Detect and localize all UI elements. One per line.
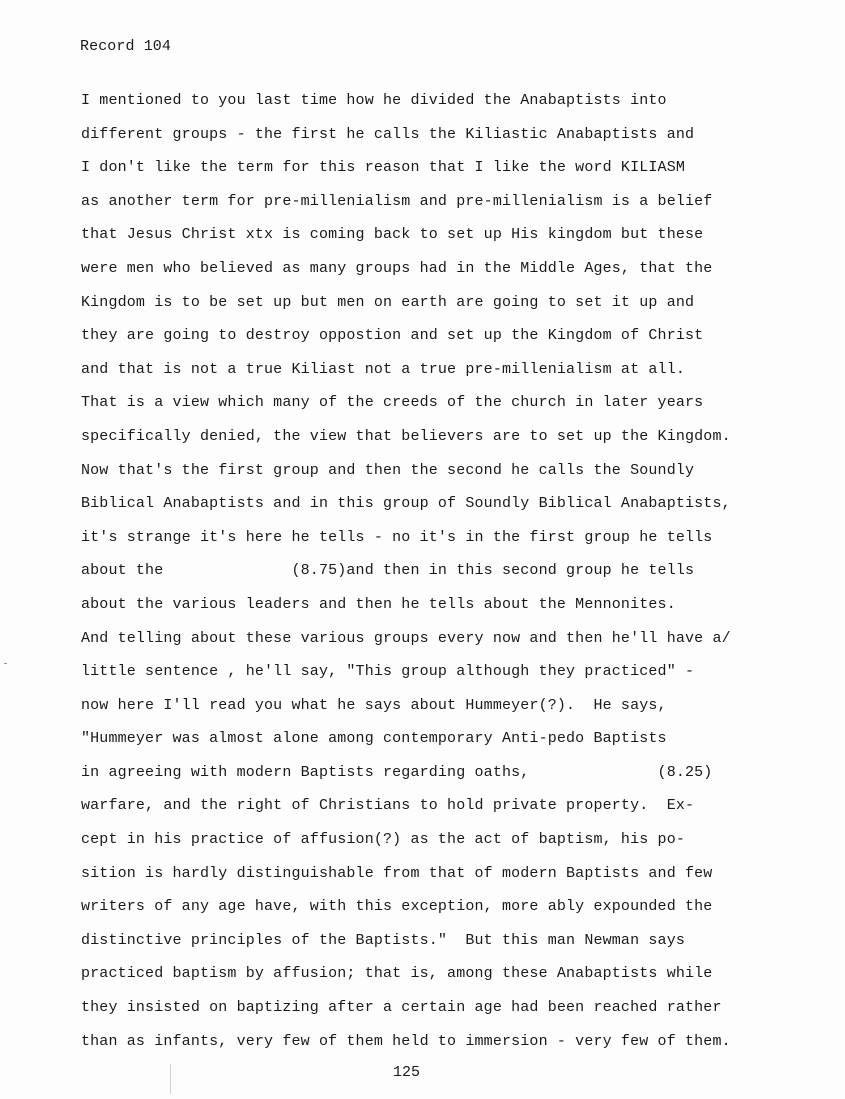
text-line: they are going to destroy oppostion and set up the Kingdom of Christ	[81, 327, 704, 345]
margin-tick	[4, 663, 7, 664]
text-line: "Hummeyer was almost alone among contemporary Anti-pedo Baptists	[81, 730, 667, 748]
text-line: as another term for pre-millenialism and pre-millenialism is a belief	[81, 192, 713, 210]
text-line: Now that's the first group and then the second he calls the Soundly	[81, 461, 695, 479]
text-line: different groups - the first he calls the Kiliastic Anabaptists and	[81, 125, 695, 143]
text-line: cept in his practice of affusion(?) as the act of baptism, his po-	[81, 831, 685, 849]
text-line: little sentence , he'll say, "This group although they practiced" -	[81, 663, 695, 681]
text-line: now here I'll read you what he says about Hummeyer(?). He says,	[81, 696, 667, 714]
page-number: 125	[393, 1064, 421, 1081]
record-header: Record 104	[80, 38, 172, 55]
transcript-body	[81, 88, 821, 1062]
text-line: practiced baptism by affusion; that is, among these Anabaptists while	[81, 965, 713, 983]
text-line: about the various leaders and then he tells about the Mennonites.	[81, 595, 676, 613]
text-line: in agreeing with modern Baptists regarding oaths, (8.25)	[81, 763, 713, 781]
text-line: it's strange it's here he tells - no it's in the first group he tells	[81, 528, 713, 546]
text-line: that Jesus Christ xtx is coming back to set up His kingdom but these	[81, 226, 704, 244]
text-line: were men who believed as many groups had in the Middle Ages, that the	[81, 259, 713, 277]
text-line: Biblical Anabaptists and in this group of Soundly Biblical Anabaptists,	[81, 495, 731, 513]
text-line: specifically denied, the view that believers are to set up the Kingdom.	[81, 427, 731, 445]
text-line: I don't like the term for this reason that I like the word KILIASM	[81, 159, 685, 177]
text-line: warfare, and the right of Christians to hold private property. Ex-	[81, 797, 695, 815]
text-line: distinctive principles of the Baptists." But this man Newman says	[81, 931, 685, 949]
text-line: writers of any age have, with this exception, more ably expounded the	[81, 898, 713, 916]
text-line: sition is hardly distinguishable from that of modern Baptists and few	[81, 864, 713, 882]
text-line: That is a view which many of the creeds of the church in later years	[81, 394, 704, 412]
text-line: Kingdom is to be set up but men on earth are going to set it up and	[81, 293, 695, 311]
text-line: and that is not a true Kiliast not a true pre-millenialism at all.	[81, 360, 685, 378]
text-line: And telling about these various groups every now and then he'll have a/	[81, 629, 731, 647]
text-line: they insisted on baptizing after a certain age had been reached rather	[81, 999, 722, 1017]
text-line: than as infants, very few of them held to immersion - very few of them.	[81, 1032, 731, 1050]
text-line: about the (8.75)and then in this second group he tells	[81, 562, 695, 580]
text-line: I mentioned to you last time how he divided the Anabaptists into	[81, 92, 667, 109]
margin-rule	[170, 1064, 171, 1094]
